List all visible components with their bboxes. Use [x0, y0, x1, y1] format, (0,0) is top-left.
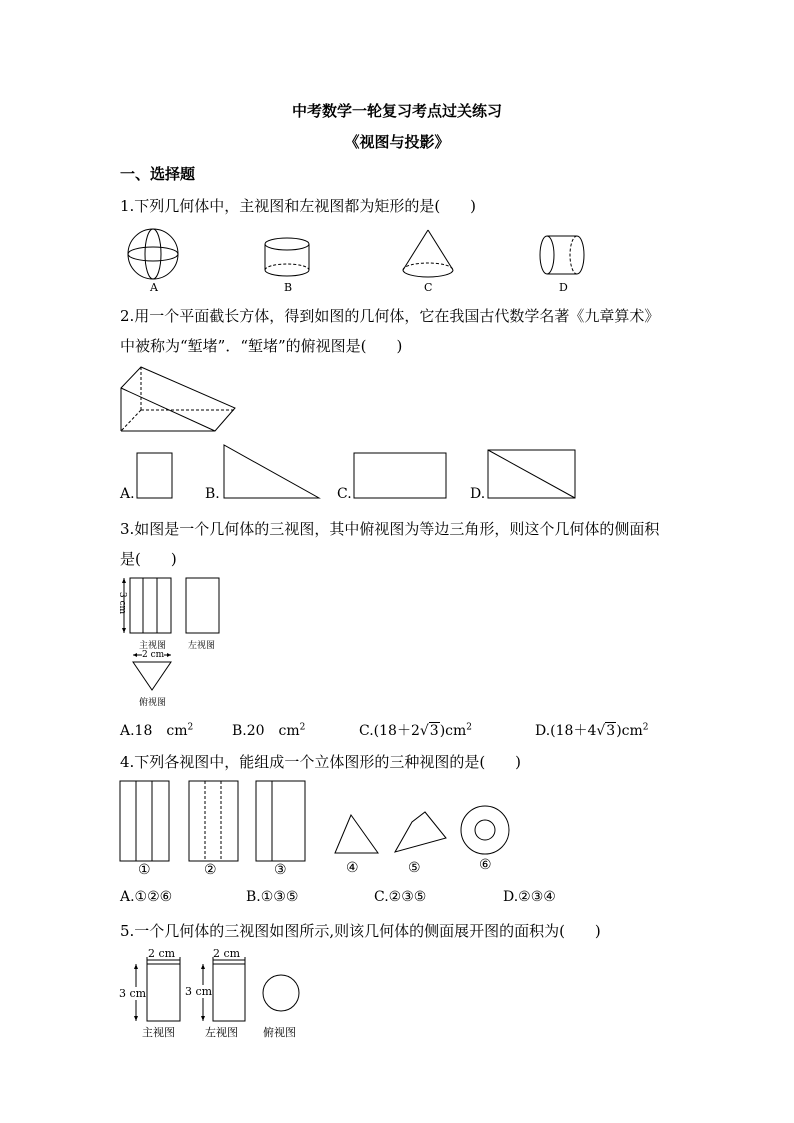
q3-dim-height: 3 cm: [117, 591, 128, 615]
q4-option-d: D.②③④: [503, 889, 556, 905]
sqrt-symbol: √: [419, 723, 429, 739]
q4-option-b: B.①③⑤: [246, 889, 299, 905]
question-3-line1: 3.如图是一个几何体的三视图，其中俯视图为等边三角形，则这个几何体的侧面积: [120, 520, 660, 538]
q3-top-view-label: 俯视图: [139, 698, 167, 708]
q1-label-c: C: [424, 281, 433, 294]
q3-option-c: $C.(18+2√3)cm^2$: [359, 722, 473, 739]
question-5-text: 5.一个几何体的三视图如图所示,则该几何体的侧面展开图的面积为( ): [120, 922, 601, 940]
q3-option-a: A.18 $cm^2$: [120, 722, 194, 739]
q4-option-a: A.①②⑥: [120, 889, 173, 905]
q3-option-b: B.20 $cm^2$: [232, 722, 306, 739]
q5-front-view-label: 主视图: [142, 1026, 175, 1039]
q1-label-a: A: [150, 281, 158, 294]
q3-front-view-label: 主视图: [139, 641, 167, 651]
page-subtitle: 《视图与投影》: [344, 133, 450, 151]
question-4-text: 4.下列各视图中，能组成一个立体图形的三种视图的是( ): [120, 753, 522, 771]
q3-left-view-label: 左视图: [188, 641, 216, 651]
q2-option-c: C.: [337, 486, 352, 502]
q4-marker-4: ④: [346, 860, 359, 876]
section-heading: 一、选择题: [120, 165, 196, 183]
q3-option-d: $D.(18+4√3)cm^2$: [535, 722, 649, 739]
sqrt-symbol: √: [596, 723, 606, 739]
question-3-line2: 是( ): [120, 550, 177, 568]
q3-dim-width: 2 cm: [142, 650, 165, 660]
q2-option-a: A.: [120, 486, 135, 502]
q4-marker-6: ⑥: [479, 857, 492, 873]
q4-marker-2: ②: [204, 862, 217, 878]
q5-left-dim-width: 2 cm: [213, 947, 241, 960]
question-2-line1: 2.用一个平面截长方体，得到如图的几何体，它在我国古代数学名著《九章算术》: [120, 307, 660, 325]
q4-option-c: C.②③⑤: [374, 889, 427, 905]
q1-label-b: B: [284, 281, 293, 294]
page-title: 中考数学一轮复习考点过关练习: [291, 102, 502, 120]
q5-left-dim-height: 3 cm: [185, 985, 213, 998]
q5-top-view-label: 俯视图: [263, 1026, 296, 1039]
q2-option-d: D.: [470, 486, 486, 502]
q4-marker-3: ③: [274, 862, 287, 878]
q5-front-dim-height: 3 cm: [119, 987, 147, 1000]
question-2-line2: 中被称为“堑堵”．“堑堵”的俯视图是( ): [120, 337, 403, 355]
q4-marker-1: ①: [138, 862, 151, 878]
q1-label-d: D: [559, 281, 568, 294]
q5-front-dim-width: 2 cm: [148, 947, 176, 960]
q5-left-view-label: 左视图: [205, 1026, 238, 1039]
q4-marker-5: ⑤: [408, 860, 421, 876]
question-1-text: 1.下列几何体中，主视图和左视图都为矩形的是( ): [120, 197, 477, 215]
q2-option-b: B.: [205, 486, 220, 502]
